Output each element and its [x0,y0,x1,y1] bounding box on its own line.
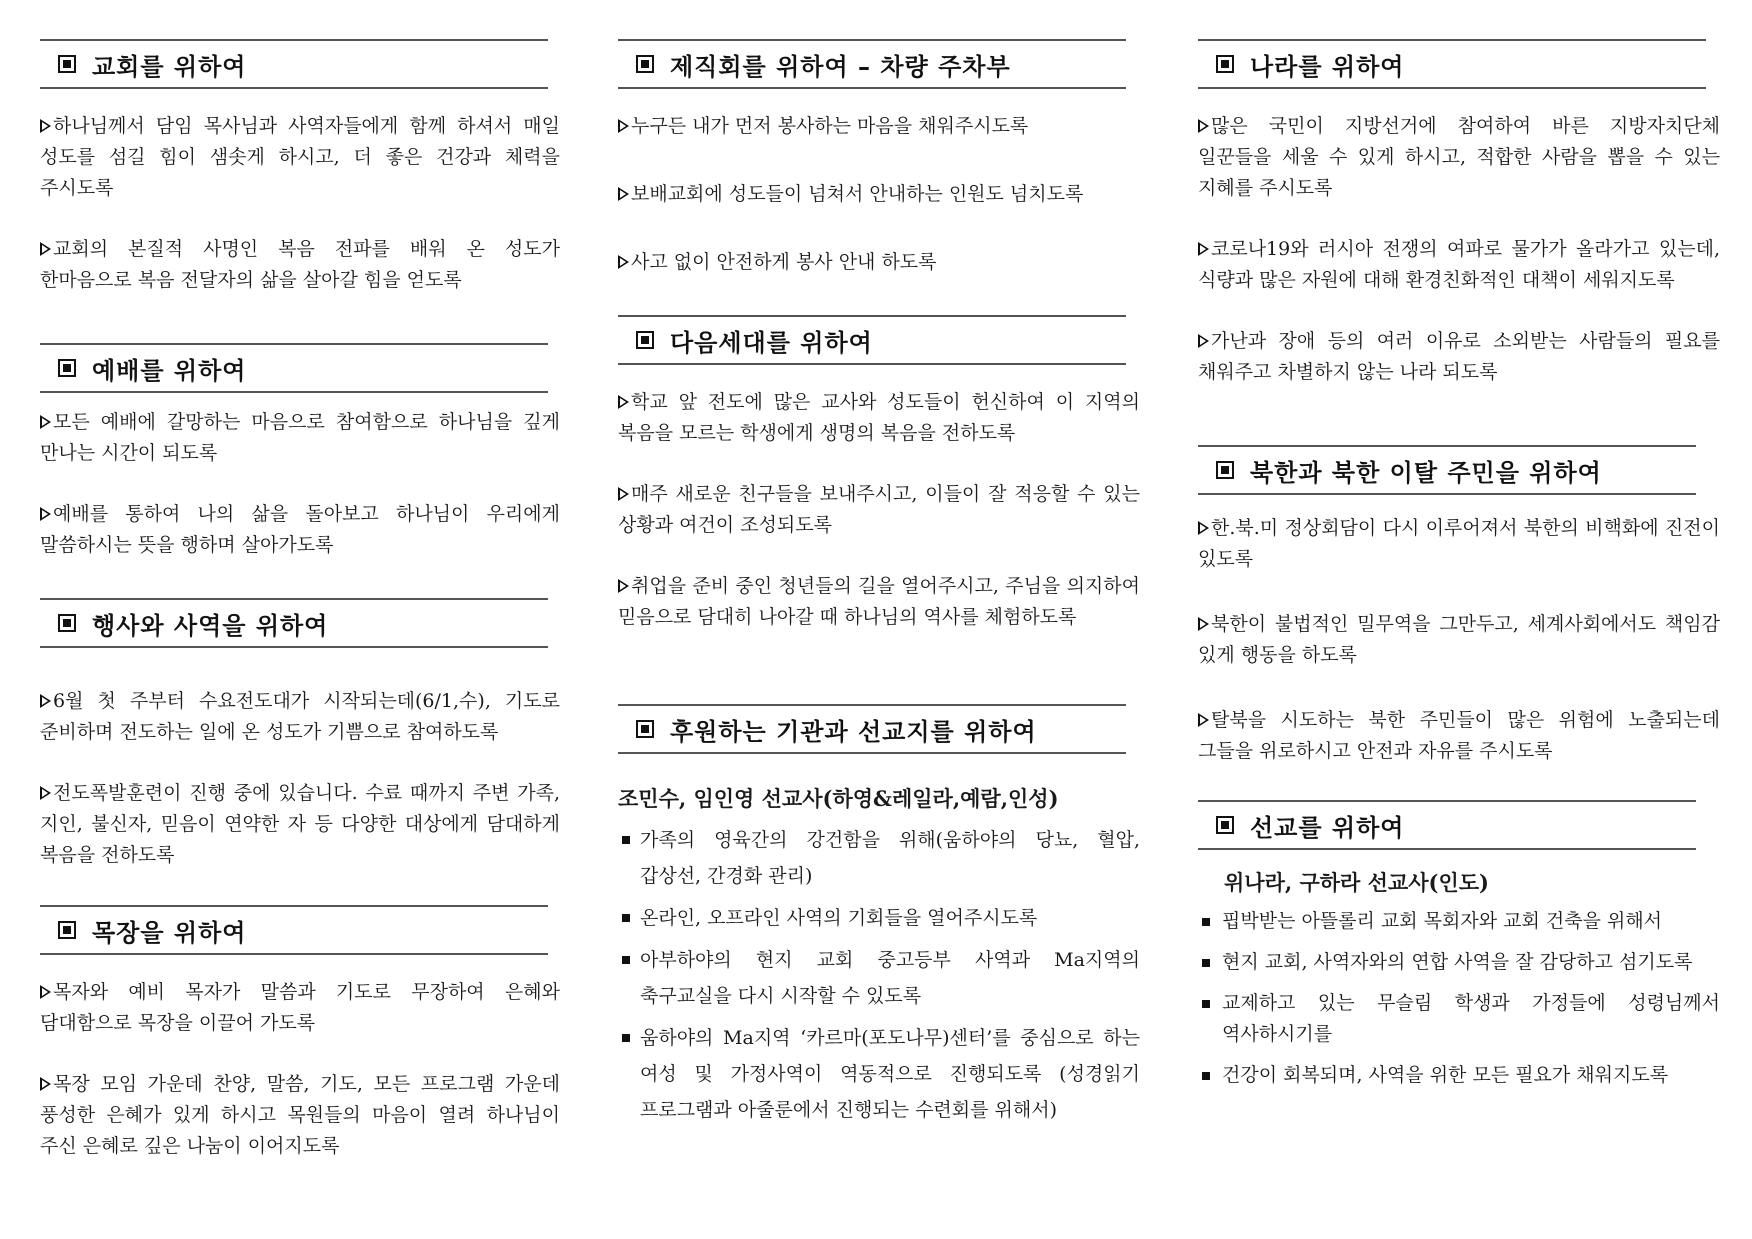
triangle-outline-icon [1198,617,1209,631]
mission-bullet-item: 온라인, 오프라인 사역의 기회들을 열어주시도록 [618,900,1140,936]
section-deacons-parking [618,39,1140,308]
section-supported-missions [618,704,1140,1134]
prayer-item: 취업을 준비 중인 청년들의 길을 열어주시고, 주님을 의지하여 믿음으로 담대히 나아갈 때 하나님의 역사를 체험하도록 [618,575,1140,628]
triangle-outline-icon [1198,713,1209,727]
black-square-icon [1202,1072,1210,1080]
section-header [40,905,548,955]
section-north-korea [1198,445,1720,797]
prayer-item: 교회의 본질적 사명인 복음 전파를 배워 온 성도가 한마음으로 복음 전달자의 삶을 살아갈 힘을 얻도록 [40,238,560,291]
section-title: 예배를 위하여 [92,356,247,385]
prayer-item: 예배를 통하여 나의 삶을 돌아보고 하나님이 우리에게 말씀하시는 뜻을 행하며 살아가도록 [40,503,560,556]
prayer-item: 코로나19와 러시아 전쟁의 여파로 물가가 올라가고 있는데, 식량과 많은 자원에 대해 환경친화적인 대책이 세워지도록 [1198,238,1720,291]
black-square-icon [622,836,630,844]
section-header [40,598,548,648]
prayer-item: 목장 모임 가운데 찬양, 말씀, 기도, 모든 프로그램 가운데 풍성한 은혜가 있게 하시고 목원들의 마음이 열려 하나님이 주신 은혜로 깊은 나눔이 이어지도록 [40,1073,560,1157]
prayer-item: 학교 앞 전도에 많은 교사와 성도들이 헌신하여 이 지역의 복음을 모르는 학생에게 생명의 복음을 전하도록 [618,391,1140,444]
square-in-square-icon [1216,816,1234,834]
section-worship [40,343,560,591]
triangle-outline-icon [40,507,51,521]
section-title: 다음세대를 위하여 [670,328,873,357]
section-title: 후원하는 기관과 선교지를 위하여 [670,717,1037,746]
triangle-outline-icon [40,242,51,256]
prayer-item: 보배교회에 성도들이 넘쳐서 안내하는 인원도 넘치도록 [618,179,1140,210]
triangle-outline-icon [40,119,51,133]
section-header [40,343,548,393]
section-missions [1198,800,1720,1101]
triangle-outline-icon [40,1077,51,1091]
square-in-square-icon [636,720,654,738]
section-title: 행사와 사역을 위하여 [92,611,329,640]
square-in-square-icon [636,331,654,349]
black-square-icon [622,914,630,922]
prayer-item: 6월 첫 주부터 수요전도대가 시작되는데(6/1,수), 기도로 준비하며 전도하는 일에 온 성도가 기쁨으로 참여하도록 [40,690,560,743]
missionary-name: 위나라, 구하라 선교사(인도) [1224,870,1489,895]
triangle-outline-icon [1198,119,1209,133]
black-square-icon [1202,918,1210,926]
mission-bullet-item: 건강이 회복되며, 사역을 위한 모든 필요가 채워지도록 [1198,1060,1720,1091]
square-in-square-icon [58,55,76,73]
square-in-square-icon [1216,55,1234,73]
mission-bullet-item: 움하야의 Ma지역 ‘카르마(포도나무)센터’를 중심으로 하는 여성 및 가정사역이 역동적으로 진행되도록 (성경읽기 프로그램과 아줄룬에서 진행되는 수련회를 위해서) [618,1020,1140,1128]
mission-bullet-item: 아부하야의 현지 교회 중고등부 사역과 Ma지역의 축구교실을 다시 시작할 수 있도록 [618,942,1140,1014]
section-events-ministry [40,598,560,901]
square-in-square-icon [58,359,76,377]
triangle-outline-icon [1198,334,1209,348]
prayer-item: 한.북.미 정상회담이 다시 이루어져서 북한의 비핵화에 진전이 있도록 [1198,517,1720,570]
prayer-item: 누구든 내가 먼저 봉사하는 마음을 채워주시도록 [618,111,1140,142]
section-header [1198,39,1706,89]
section-title: 목장을 위하여 [92,918,247,947]
triangle-outline-icon [618,395,629,409]
section-header [1198,800,1696,850]
section-header [618,315,1126,365]
section-church [40,39,560,326]
section-title: 제직회를 위하여 – 차량 주차부 [670,52,1011,81]
black-square-icon [1202,1000,1210,1008]
mission-bullet-list [618,822,1140,1128]
section-title: 교회를 위하여 [92,52,247,81]
prayer-item: 사고 없이 안전하게 봉사 안내 하도록 [618,247,1140,278]
triangle-outline-icon [1198,521,1209,535]
section-next-generation [618,315,1140,663]
triangle-outline-icon [618,487,629,501]
prayer-item: 전도폭발훈련이 진행 중에 있습니다. 수료 때까지 주변 가족, 지인, 불신자, 믿음이 연약한 자 등 다양한 대상에게 담대하게 복음을 전하도록 [40,782,560,866]
triangle-outline-icon [40,694,51,708]
square-in-square-icon [1216,461,1234,479]
missionary-name: 조민수, 임인영 선교사(하영&레일라,예람,인성) [618,786,1059,811]
black-square-icon [1202,959,1210,967]
triangle-outline-icon [1198,242,1209,256]
section-header [618,39,1126,89]
mission-bullet-list [1198,906,1720,1091]
triangle-outline-icon [618,255,629,269]
mission-bullet-item: 가족의 영육간의 강건함을 위해(움하야의 당뇨, 혈압, 갑상선, 간경화 관리) [618,822,1140,894]
triangle-outline-icon [618,119,629,133]
prayer-item: 목자와 예비 목자가 말씀과 기도로 무장하여 은혜와 담대함으로 목장을 이끌어 가도록 [40,981,560,1034]
section-nation [1198,39,1720,418]
section-header [618,704,1126,754]
prayer-item: 북한이 불법적인 밀무역을 그만두고, 세계사회에서도 책임감 있게 행동을 하도록 [1198,613,1720,666]
section-header [1198,445,1696,495]
section-small-group [40,905,560,1192]
prayer-item: 탈북을 시도하는 북한 주민들이 많은 위험에 노출되는데 그들을 위로하시고 안전과 자유를 주시도록 [1198,709,1720,762]
mission-bullet-item: 핍박받는 아뜰롤리 교회 목회자와 교회 건축을 위해서 [1198,906,1720,937]
square-in-square-icon [58,921,76,939]
prayer-item: 많은 국민이 지방선거에 참여하여 바른 지방자치단체 일꾼들을 세울 수 있게 하시고, 적합한 사람을 뽑을 수 있는 지혜를 주시도록 [1198,115,1720,199]
section-title: 선교를 위하여 [1250,813,1405,842]
prayer-item: 가난과 장애 등의 여러 이유로 소외받는 사람들의 필요를 채워주고 차별하지 않는 나라 되도록 [1198,330,1720,383]
prayer-item: 매주 새로운 친구들을 보내주시고, 이들이 잘 적응할 수 있는 상황과 여건이 조성되도록 [618,483,1140,536]
mission-bullet-item: 현지 교회, 사역자와의 연합 사역을 잘 감당하고 섬기도록 [1198,947,1720,978]
black-square-icon [622,956,630,964]
triangle-outline-icon [618,579,629,593]
section-header [40,39,548,89]
prayer-item: 모든 예배에 갈망하는 마음으로 참여함으로 하나님을 깊게 만나는 시간이 되도록 [40,411,560,464]
triangle-outline-icon [618,187,629,201]
triangle-outline-icon [40,985,51,999]
black-square-icon [622,1034,630,1042]
square-in-square-icon [636,55,654,73]
triangle-outline-icon [40,415,51,429]
section-title: 북한과 북한 이탈 주민을 위하여 [1250,458,1602,487]
section-title: 나라를 위하여 [1250,52,1405,81]
prayer-item: 하나님께서 담임 목사님과 사역자들에게 함께 하셔서 매일 성도를 섬길 힘이 샘솟게 하시고, 더 좋은 건강과 체력을 주시도록 [40,115,560,199]
triangle-outline-icon [40,786,51,800]
square-in-square-icon [58,614,76,632]
mission-bullet-item: 교제하고 있는 무슬림 학생과 가정들에 성령님께서 역사하시기를 [1198,988,1720,1050]
